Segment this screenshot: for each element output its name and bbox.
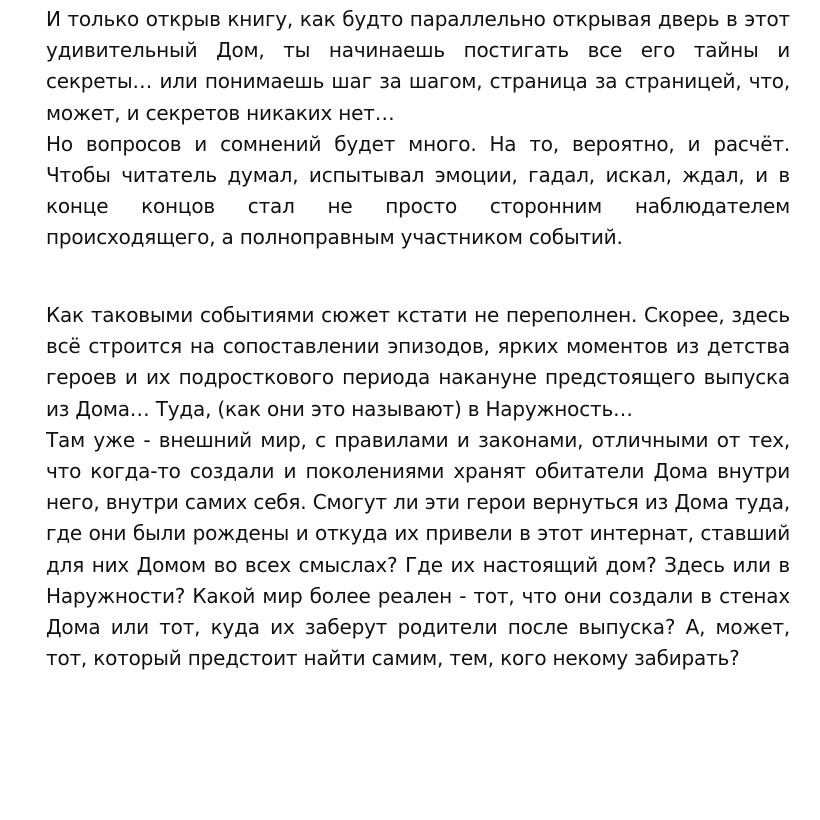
paragraph-text: И только открыв книгу, как будто параллельно открывая дверь в этот удивительный Дом, ты начинаешь постигать все его тайны и секреты… или понимаешь шаг за шагом, страница за страницей, что, может, и секретов никаких нет…: [46, 7, 790, 125]
paragraph-2: [46, 300, 790, 674]
paragraph-1: [46, 4, 790, 254]
paragraph-text: Как таковыми событиями сюжет кстати не переполнен. Скорее, здесь всё строится на сопоставлении эпизодов, ярких моментов из детства героев и их подросткового периода накануне предстоящего выпуска из Дома… Туда, (как они это называют) в Наружность…: [46, 303, 790, 421]
paragraph-text: Но вопросов и сомнений будет много. На то, вероятно, и расчёт. Чтобы читатель думал, испытывал эмоции, гадал, искал, ждал, и в конце концов стал не просто сторонним наблюдателем происходящего, а полноправным участником событий.: [46, 131, 790, 250]
paragraph-text: Там уже - внешний мир, с правилами и законами, отличными от тех, что когда-то создали и поколениями хранят обитатели Дома внутри него, внутри самих себя. Смогут ли эти герои вернуться из Дома туда, где они были рождены и откуда их привели в этот интернат, ставший для них Домом во всех смыслах? Где их настоящий дом? Здесь или в Наружности? Какой мир более реален - тот, что они создали в стенах Дома или тот, куда их заберут родители после выпуска? А, может, тот, который предстоит найти самим, тем, кого некому забирать?: [46, 427, 790, 671]
